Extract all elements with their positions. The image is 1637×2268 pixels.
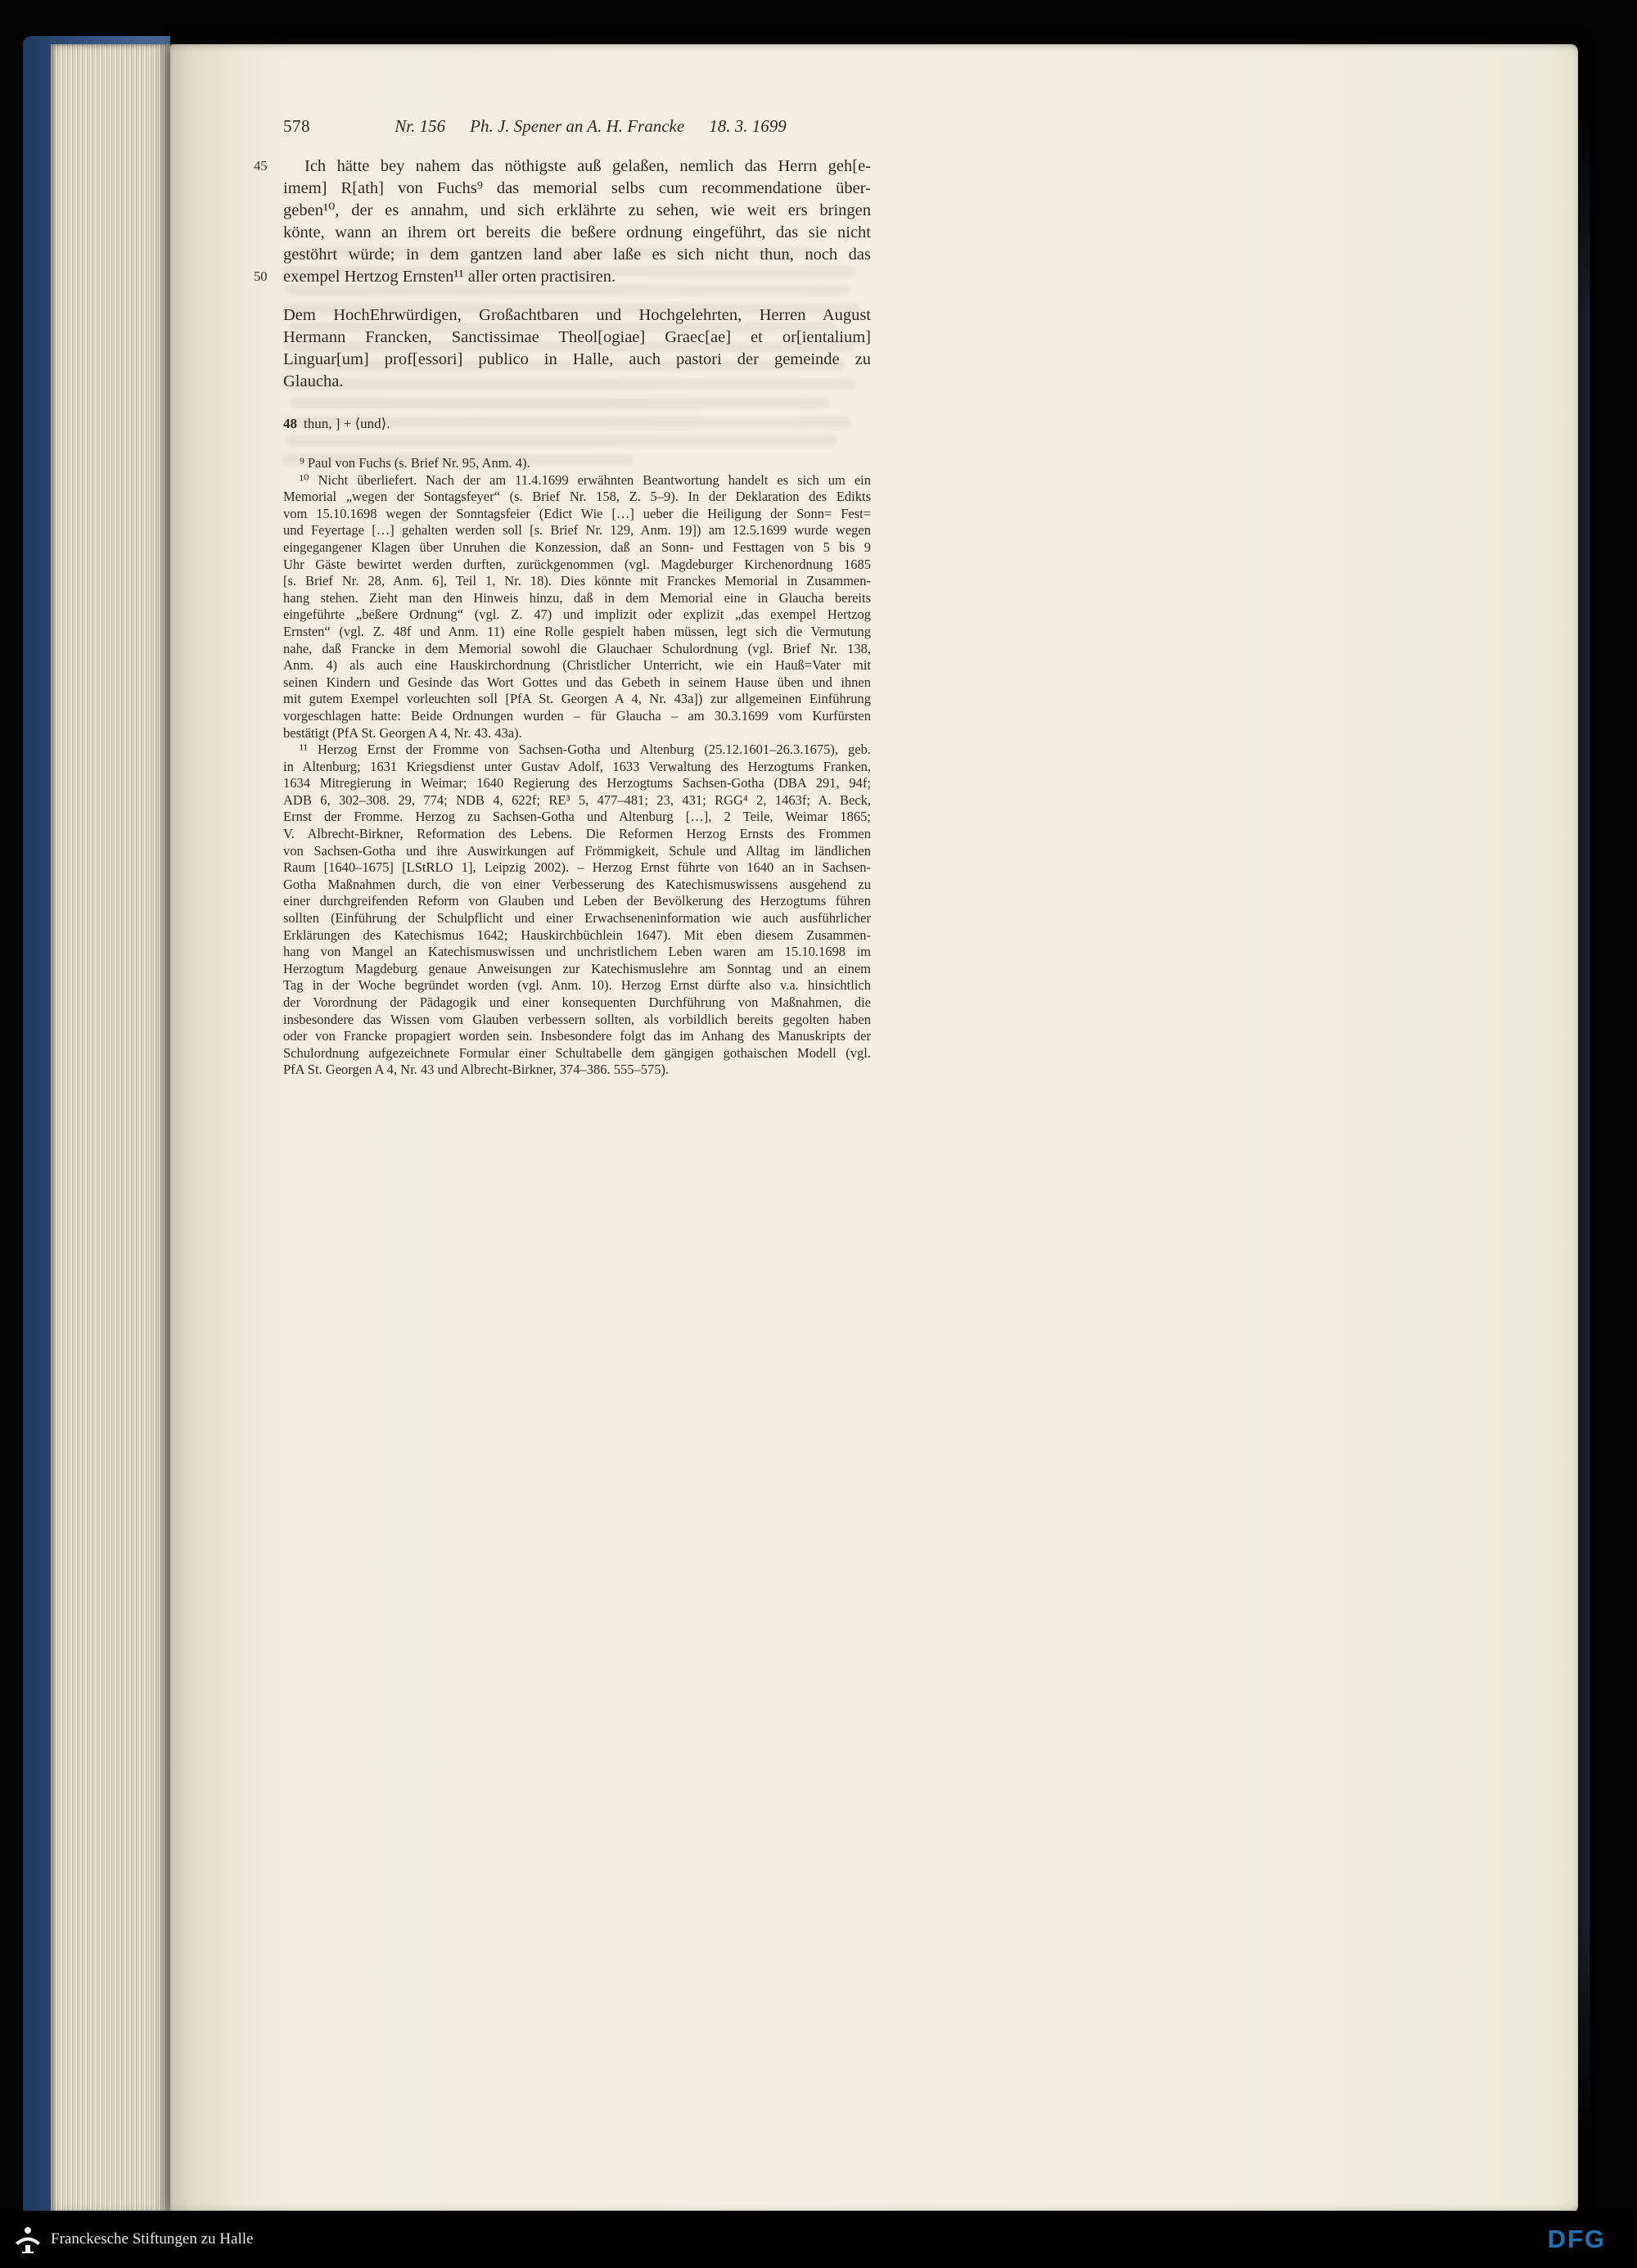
apparatus-entry [283,416,871,432]
text-line: Ernst der Fromme. Herzog zu Sachsen-Gotha und Altenburg […], 2 Teile, Weimar 1865; [283,809,871,825]
text-line: Anm. 4) als auch eine Hauskirchordnung (Christlicher Unterricht, wie ein Hauß=Vater mit [283,657,871,674]
text-line: hang stehen. Zieht man den Hinweis hinzu, daß in dem Memorial eine in Glaucha bereits [283,589,871,606]
digitization-footer-bar [0,2211,1637,2268]
text-line: PfA St. Georgen A 4, Nr. 43 und Albrecht-Birkner, 374–386. 555–575). [283,1062,670,1078]
text-line: und Feyertage […] gehalten werden soll [s. Brief Nr. 129, Anm. 19]) am 12.5.1699 wurde wegen [283,522,871,539]
margin-line-number-45: 45 [254,158,268,174]
text-line: Tag in der Woche begründet worden (vgl. Anm. 10). Herzog Ernst dürfte also v.a. hinsichtlich [283,977,871,994]
text-line: in Altenburg; 1631 Kriegsdienst unter Gustav Adolf, 1633 Verwaltung des Herzogtums Franken, [283,758,871,774]
text-line: Erklärungen des Katechismus 1642; Hauskirchbüchlein 1647). Mit eben diesem Zusammen- [283,927,871,943]
footnote-10 [283,472,871,742]
text-line: [s. Brief Nr. 28, Anm. 6], Teil 1, Nr. 18). Dies könnte mit Franckes Memorial in Zusammen- [283,573,871,589]
text-line: Glaucha. [283,372,344,390]
page-header [283,116,871,137]
running-head [310,116,871,137]
margin-line-number-50: 50 [254,268,268,284]
text-line: gestöhrt würde; in dem gantzen land aber laße es sich nicht thun, noch das [283,246,871,264]
running-head-letter-number: Nr. 156 [395,116,446,136]
text-line: sollten (Einführung der Schulpflicht und einer Erwachseneninformation wie auch ausführlicher [283,910,871,927]
book-back-cover-edge [1578,115,1590,2128]
text-line: insbesondere das Wissen vom Glauben verbessern sollten, als vorbildlich bereits gegolten haben [283,1011,871,1027]
text-line: von Sachsen-Gotha und ihre Auswirkungen auf Frömmigkeit, Schule und Alltag im ländlichen [283,842,871,859]
page-number: 578 [283,116,310,136]
book-page [170,44,1578,2213]
text-line: Uhr Gäste bewirtet werden durften, zurückgenommen (vgl. Magdeburger Kirchenordnung 1685 [283,556,871,572]
text-line: Memorial „wegen der Sontagsfeyer“ (s. Brief Nr. 158, Z. 5–9). In der Deklaration des Edikts [283,489,871,505]
text-line: seinen Kindern und Gesinde das Wort Gottes und das Gebeth in seinem Hause üben und ihnen [283,674,871,690]
text-line: vorgeschlagen hatte: Beide Ordnungen wurden – für Glaucha – am 30.3.1699 vom Kurfürsten [283,707,871,724]
text-line: Linguar[um] prof[essori] publico in Halle, auch pastori der gemeinde zu [283,350,871,368]
text-line: eingegangener Klagen über Unruhen die Konzession, daß an Sonn- und Festtagen von 5 bis 9 [283,539,871,555]
franckesche-stiftungen-logo [13,2225,253,2254]
text-line: bestätigt (PfA St. Georgen A 4, Nr. 43. 43a). [283,724,522,741]
letter-body-paragraph [283,156,871,288]
text-line: Dem HochEhrwürdigen, Großachtbaren und Hochgelehrten, Herren August [283,306,871,324]
running-head-letter-title: Ph. J. Spener an A. H. Francke [470,116,685,136]
text-line: der Vorordnung der Pädagogik und einer konsequenten Durchführung von Maßnahmen, die [283,994,871,1010]
footer-left-label: Franckesche Stiftungen zu Halle [51,2230,254,2248]
text-line: Hermann Francken, Sanctissimae Theol[ogiae] Graec[ae] et or[ientalium] [283,328,871,346]
text-line: eingeführte „beßere Ordnung“ (vgl. Z. 47) und implizit oder explizit „das exempel Hertzog [283,606,871,623]
franckesche-stiftungen-logo-icon [13,2225,43,2254]
text-line: Schulordnung aufgezeichnete Formular einer Schultabelle dem gängigen gothaischen Modell (vgl. [283,1044,871,1061]
text-line: nahe, daß Francke in dem Memorial sowohl die Glauchaer Schulordnung (vgl. Brief Nr. 138, [283,640,871,656]
text-line: ¹⁰ Nicht überliefert. Nach der am 11.4.1699 erwähnten Beantwortung handelt es sich um ein [300,471,871,488]
footnote-11 [283,742,871,1079]
book-page-edges [51,44,170,2213]
dfg-logo: DFG [1547,2225,1606,2253]
text-line: exempel Hertzog Ernsten¹¹ aller orten practisiren. [283,268,616,286]
text-line: oder von Francke propagiert worden sein. Insbesondere folgt das im Anhang des Manuskripts der [283,1028,871,1044]
running-head-letter-date: 18. 3. 1699 [709,116,787,136]
text-line: könte, wann an ihrem ort bereits die beßere ordnung eingeführt, das sie nicht [283,223,871,241]
text-line: geben¹⁰, der es annahm, und sich erklährte zu sehen, wie weit ers bringen [283,201,871,219]
text-line: hang von Mangel an Katechismuswissen und unchristlichem Leben waren am 15.10.1698 im [283,944,871,960]
text-line: imem] R[ath] von Fuchs⁹ das memorial selbs cum recommendatione über- [283,179,871,197]
text-line: einer durchgreifenden Reform von Glauben und Leben der Bevölkerung des Herzogtums führen [283,893,871,909]
text-line: Herzogtum Magdeburg genaue Anweisungen zur Katechismuslehre am Sonntag und an einem [283,960,871,976]
text-line: 1634 Mitregierung in Weimar; 1640 Regierung des Herzogtums Sachsen-Gotha (DBA 291, 94f; [283,775,871,791]
text-line: mit gutem Exempel vorleuchten soll [PfA St. Georgen A 4, Nr. 43a]) zur allgemeinen Einführung [283,691,871,707]
footnote-9 [283,455,871,472]
text-line: ¹¹ Herzog Ernst der Fromme von Sachsen-Gotha und Altenburg (25.12.1601–26.3.1675), geb. [300,742,871,758]
text-line: vom 15.10.1698 wegen der Sonntagsfeier (Edict Wie […] ueber die Heiligung der Sonn= Fest= [283,505,871,521]
letter-address-paragraph [283,304,871,393]
text-line: Ernsten“ (vgl. Z. 48f und Anm. 11) eine Rolle gespielt haben müssen, legt sich die Vermutung [283,623,871,639]
apparatus-line-number: 48 [283,416,297,431]
apparatus-text: thun, ] + ⟨und⟩. [304,416,390,431]
text-line: ADB 6, 302–308. 29, 774; NDB 4, 622f; RE³ 5, 477–481; 23, 431; RGG⁴ 2, 1463f; A. Beck, [283,791,871,808]
footnotes-block [283,455,871,1079]
text-line: Gotha Maßnahmen durch, die von einer Verbesserung des Katechismuswissens ausgehend zu [283,876,871,892]
text-line: Ich hätte bey nahem das nöthigste auß gelaßen, nemlich das Herrn geh[e- [304,157,871,175]
text-column [254,44,871,2213]
text-line: ⁹ Paul von Fuchs (s. Brief Nr. 95, Anm. 4). [300,455,530,471]
text-line: Raum [1640–1675] [LStRLO 1], Leipzig 2002). – Herzog Ernst führte von 1640 an in Sachsen- [283,859,871,876]
text-line: V. Albrecht-Birkner, Reformation des Lebens. Die Reformen Herzog Ernsts des Frommen [283,826,871,842]
